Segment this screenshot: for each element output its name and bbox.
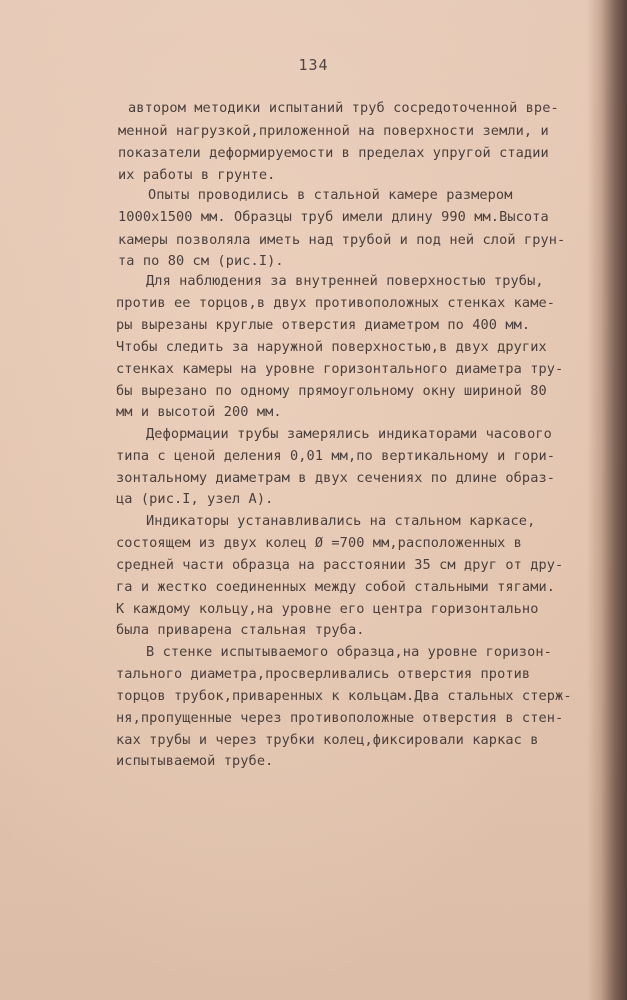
text-line: менной нагрузкой,приложенной на поверхности земли, и xyxy=(118,123,549,139)
text-line: Индикаторы устанавливались на стальном каркасе, xyxy=(146,513,536,529)
text-line: типа с ценой деления 0,01 мм,по вертикальному и гори- xyxy=(116,448,556,464)
text-line: была приварена стальная труба. xyxy=(116,622,365,638)
text-line: 1000х1500 мм. Образцы труб имели длину 990 мм.Высота xyxy=(118,209,549,225)
page-number: 134 xyxy=(298,56,329,74)
text-line: зонтальному диаметрам в двух сечениях по длине образ- xyxy=(116,470,556,486)
text-line: бы вырезано по одному прямоугольному окну шириной 80 xyxy=(116,383,547,399)
text-line: Деформации трубы замерялись индикаторами часового xyxy=(146,426,552,442)
text-line: показатели деформируемости в пределах упругой стадии xyxy=(118,145,549,161)
text-line: ках трубы и через трубки колец,фиксировали каркас в xyxy=(116,732,539,748)
text-line: средней части образца на расстоянии 35 см друг от дру- xyxy=(116,557,564,573)
text-line: та по 80 см (рис.I). xyxy=(118,253,284,269)
text-line: их работы в грунте. xyxy=(118,167,276,183)
text-line: испытываемой трубе. xyxy=(116,753,274,769)
text-line: ры вырезаны круглые отверстия диаметром по 400 мм. xyxy=(116,317,531,333)
text-line: стенках камеры на уровне горизонтального диаметра тру- xyxy=(116,361,564,377)
text-line: В стенке испытываемого образца,на уровне горизон- xyxy=(146,644,552,660)
text-line: мм и высотой 200 мм. xyxy=(116,404,282,420)
text-line: ца (рис.I, узел А). xyxy=(116,491,274,507)
text-line: га и жестко соединенных между собой стальными тягами. xyxy=(116,579,556,595)
text-line: автором методики испытаний труб сосредоточенной вре- xyxy=(128,100,559,116)
binding-shadow xyxy=(587,0,627,1000)
text-line: Опыты проводились в стальной камере размером xyxy=(148,187,513,203)
text-line: К каждому кольцу,на уровне его центра горизонтально xyxy=(116,601,539,617)
text-line: Для наблюдения за внутренней поверхностью трубы, xyxy=(146,273,544,289)
text-line: тального диаметра,просверливались отверстия против xyxy=(116,666,531,682)
text-line: состоящем из двух колец Ø =700 мм,расположенных в xyxy=(116,535,522,551)
text-line: камеры позволяла иметь над трубой и под ней слой грун- xyxy=(118,232,566,248)
text-line: торцов трубок,приваренных к кольцам.Два стальных стерж- xyxy=(116,688,572,704)
text-line: ня,пропущенные через противоположные отверстия в стен- xyxy=(116,710,564,726)
text-line: против ее торцов,в двух противоположных стенках каме- xyxy=(116,295,556,311)
text-line: Чтобы следить за наружной поверхностью,в двух других xyxy=(116,339,547,355)
